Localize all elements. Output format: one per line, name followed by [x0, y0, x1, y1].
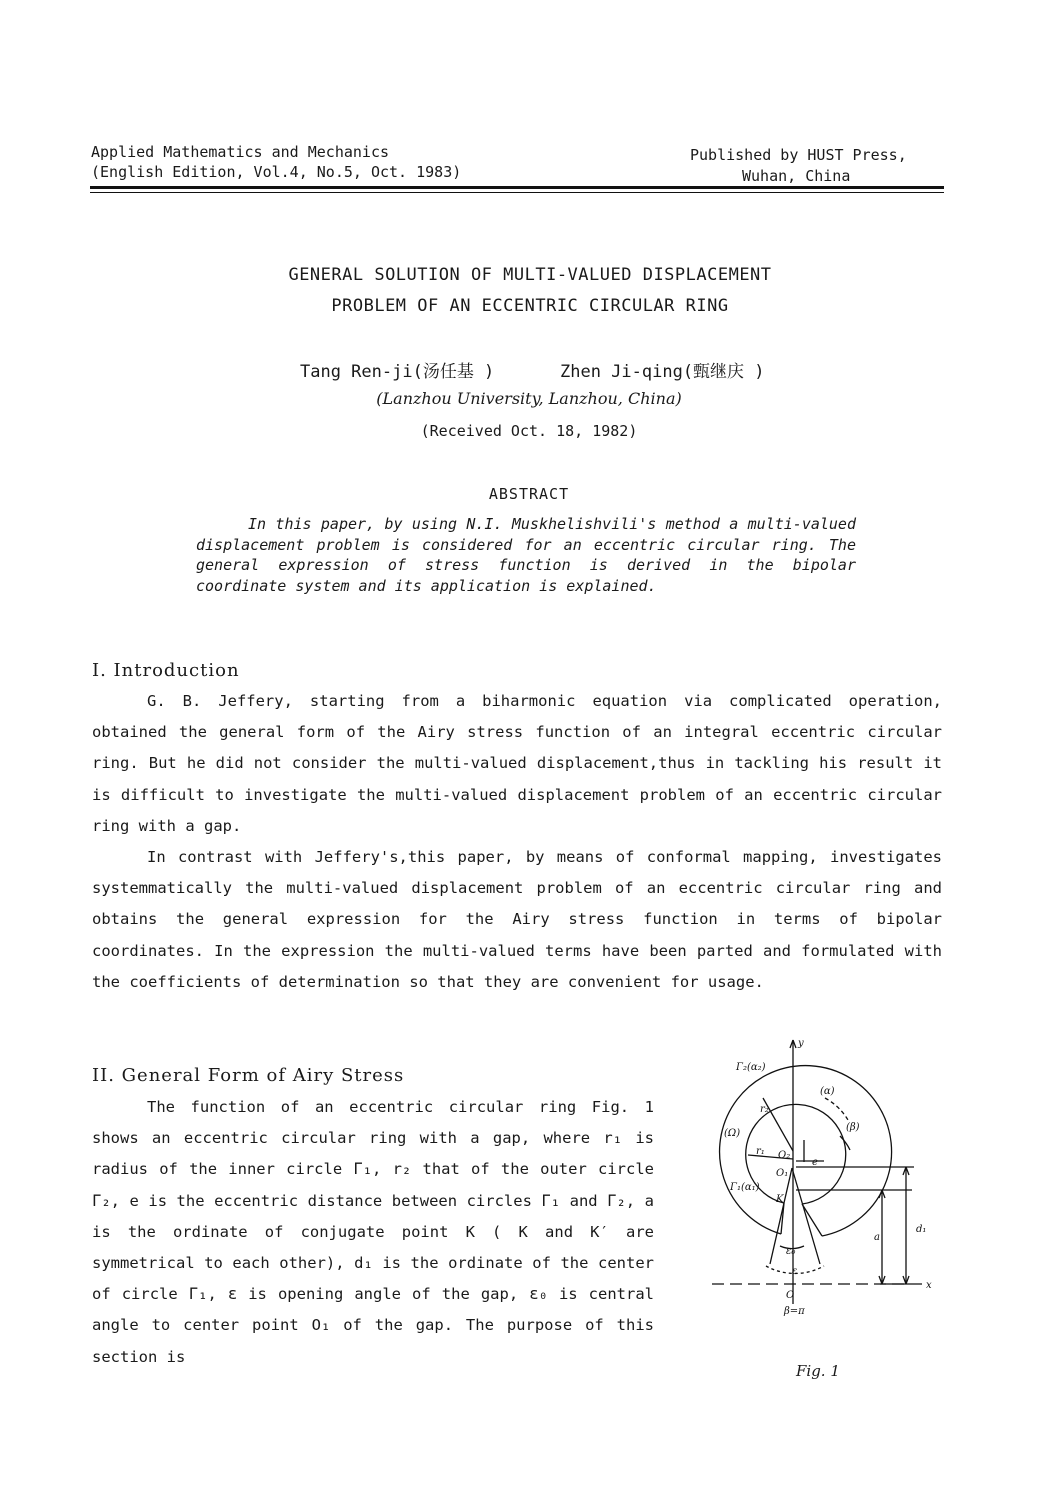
journal-name: Applied Mathematics and Mechanics: [91, 143, 390, 161]
abstract-text: In this paper, by using N.I. Muskhelishvili's method a multi-valued displacement problem is considered for an eccentric circular ring. The general expression of stress function is derived in the bipolar coordinate system and its application is explained.: [196, 515, 856, 595]
fig-label-gamma2: Γ₂(α₂): [736, 1062, 766, 1073]
fig-label-beta-pi: β=π: [784, 1306, 805, 1317]
publisher: Published by HUST Press,: [690, 146, 907, 164]
paper-title-line2: PROBLEM OF AN ECCENTRIC CIRCULAR RING: [331, 296, 729, 316]
fig-label-d1: d₁: [916, 1224, 927, 1235]
fig-label-r2: r₂: [760, 1104, 769, 1115]
section-2-para-1: The function of an eccentric circular ring Fig. 1 shows an eccentric circular ring with a gap, where r₁ is radius of the inner circle Γ₁, r₂ that of the outer circle Γ₂, e is the eccentric distance between circles Γ₁ and Γ₂, a is the ordinate of conjugate point K ( K and K′ are symmetrical to each other), d₁ is the ordinate of the center of circle Γ₁, ε is opening angle of the gap, ε₀ is central angle to center point O₁ of the gap. The purpose of this section is: [92, 1098, 654, 1366]
fig-label-r1: r₁: [756, 1146, 765, 1157]
publisher-location: Wuhan, China: [742, 167, 851, 185]
abstract-heading: ABSTRACT: [488, 485, 570, 503]
fig-label-x: x: [926, 1280, 932, 1291]
fig-label-o2: O₂: [778, 1150, 791, 1161]
fig-label-eps0: ε₀: [786, 1246, 796, 1257]
fig-label-e: e: [812, 1157, 818, 1168]
fig-label-k: K: [776, 1194, 784, 1205]
section-1-para-2: In contrast with Jeffery's,this paper, by means of conformal mapping, investigates systemmatically the multi-valued displacement problem of an eccentric circular ring and obtains the general expression for the Airy stress function in terms of bipolar coordinates. In the expression the multi-valued terms have been parted and formulated with the coefficients of determination so that they are convenient for usage.: [92, 848, 942, 991]
fig-label-a: a: [874, 1232, 880, 1243]
fig-label-alpha: (α): [820, 1086, 835, 1097]
fig-label-gamma1: Γ₁(α₁): [730, 1182, 760, 1193]
author-2: Zhen Ji-qing(甄继庆 ): [560, 362, 765, 382]
section-2-heading: II. General Form of Airy Stress: [92, 1065, 405, 1086]
abstract-body: [196, 514, 856, 596]
fig-label-beta: (β): [846, 1122, 860, 1133]
journal-edition: (English Edition, Vol.4, No.5, Oct. 1983): [91, 163, 462, 181]
received-date: (Received Oct. 18, 1982): [420, 422, 638, 440]
paper-title-line1: GENERAL SOLUTION OF MULTI-VALUED DISPLACEMENT: [288, 265, 772, 285]
section-1-para-1: G. B. Jeffery, starting from a biharmonic equation via complicated operation, obtained the general form of the Airy stress function of an integral eccentric circular ring. But he did not consider the multi-valued displacement,thus in tackling his result it is difficult to investigate the multi-valued displacement problem of an eccentric circular ring with a gap.: [92, 692, 942, 835]
figure-1-diagram: [700, 1032, 940, 1362]
author-1: Tang Ren-ji(汤任基 ): [300, 362, 495, 382]
fig-label-o1: O₁: [776, 1168, 789, 1179]
section-1-heading: I. Introduction: [92, 660, 240, 681]
section-2-body: [92, 1092, 654, 1373]
affiliation: (Lanzhou University, Lanzhou, China): [376, 389, 682, 408]
header-rule-thick: [90, 186, 944, 189]
fig-label-omega: (Ω): [724, 1128, 741, 1139]
header-rule-thin: [90, 192, 944, 193]
fig-label-y: y: [798, 1038, 804, 1049]
section-1-body: [92, 686, 942, 998]
figure-1-caption: Fig. 1: [796, 1362, 840, 1380]
fig-label-eps: ε: [792, 1266, 798, 1277]
fig-label-o: O: [786, 1290, 795, 1301]
